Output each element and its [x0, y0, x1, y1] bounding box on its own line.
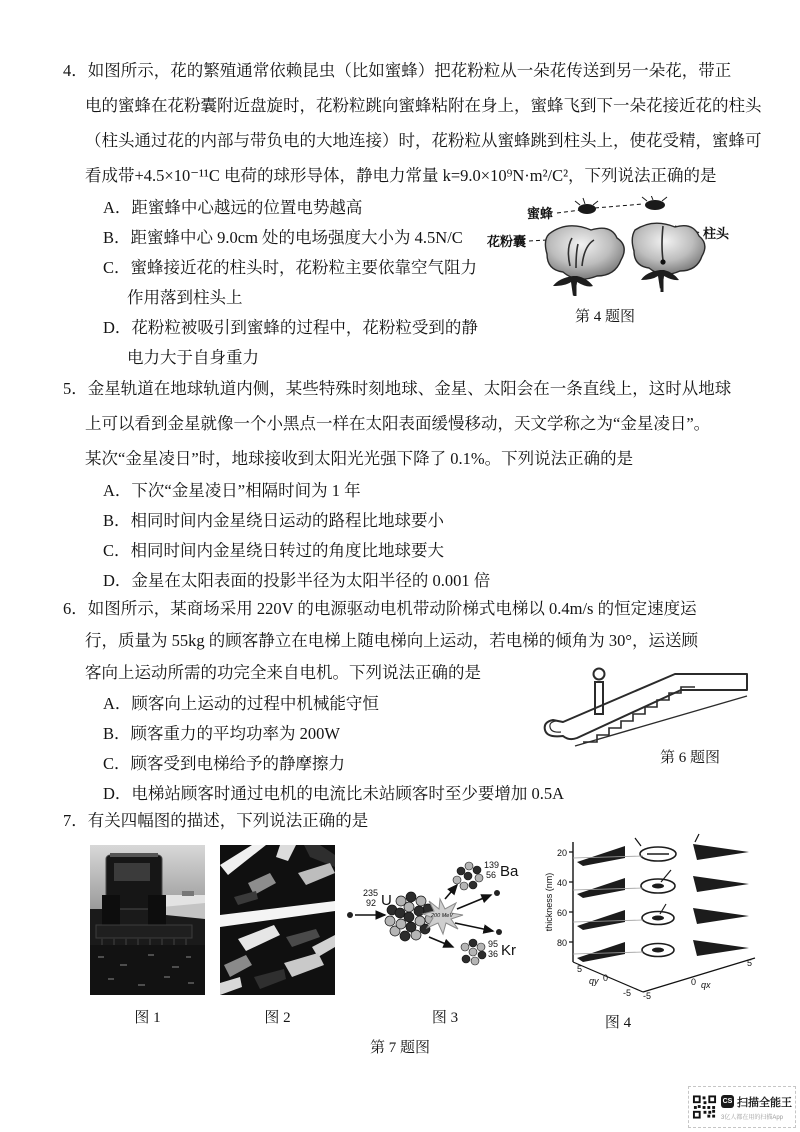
question-5-option-d: D．金星在太阳表面的投影半径为太阳半径的 0.001 倍 — [103, 571, 491, 590]
question-6-option-b: B．顾客重力的平均功率为 200W — [103, 724, 340, 743]
qy-tick: 5 — [577, 964, 583, 974]
question-4-line: 看成带+4.5×10⁻¹¹C 电荷的球形导体，静电力常量 k=9.0×10⁹N·m²/C²，下列说法正确的是 — [85, 166, 717, 185]
svg-text:56: 56 — [486, 870, 497, 880]
handrail-loop — [550, 721, 561, 732]
question-5-line: 某次“金星凌日”时，地球接收到太阳光光强下降了 0.1%。下列说法正确的是 — [85, 449, 634, 468]
qy-tick: 0 — [603, 973, 609, 983]
bee-label: 蜜蜂 — [527, 206, 554, 221]
neutron-icon — [494, 890, 500, 896]
plot-layer — [573, 870, 749, 898]
uranium-label — [363, 888, 392, 909]
svg-text:Kr: Kr — [501, 942, 516, 959]
question-6-line: 行，质量为 55kg 的顾客静立在电梯上随电梯向上运动，若电梯的倾角为 30°，运送顾 — [85, 631, 698, 650]
watermark-app-name: 扫描全能王 — [737, 1096, 792, 1109]
plot-layer — [573, 844, 749, 866]
question-4-option-a: A．距蜜蜂中心越远的位置电势越高 — [103, 198, 363, 217]
scanner-watermark — [688, 1086, 796, 1128]
bee-flower-illustration-icon — [485, 196, 740, 302]
figure-7-4-thickness-plot — [543, 832, 761, 1032]
question-5 — [63, 371, 763, 596]
annotation-line — [595, 204, 643, 208]
krypton-label — [488, 939, 516, 959]
svg-text:95: 95 — [488, 939, 499, 949]
krypton-nucleus-icon — [461, 939, 486, 965]
question-5-option-b: B．相同时间内金星绕日运动的路程比地球要小 — [103, 511, 445, 530]
question-7-line: 7．有关四幅图的描述，下列说法正确的是 — [63, 811, 369, 830]
neutron-icon — [347, 912, 353, 918]
qx-axis — [643, 958, 755, 992]
escalator-base-line — [575, 696, 747, 746]
qy-tick: -5 — [623, 988, 632, 998]
fission-diagram-icon — [345, 843, 545, 995]
thickness-plot-icon — [543, 832, 761, 1000]
plot-layer — [573, 904, 749, 930]
figure-q6-escalator — [535, 660, 765, 755]
figure-7-3-caption: 图 3 — [431, 1010, 459, 1026]
watermark-tagline: 3亿人都在用的扫描App — [721, 1114, 784, 1121]
figure-7-2-crystal-photo — [220, 845, 335, 1027]
question-6-option-d: D．电梯站顾客时通过电机的电流比未站顾客时至少要增加 0.5A — [103, 784, 565, 803]
question-5-line: 5．金星轨道在地球轨道内侧，某些特殊时刻地球、金星、太阳会在一条直线上，这时从地球 — [63, 379, 732, 398]
svg-text:Ba: Ba — [500, 863, 519, 880]
annotation-line — [557, 210, 581, 213]
bee-icon — [642, 196, 667, 210]
qx-tick: 5 — [747, 958, 753, 968]
question-6-line: 6．如图所示，某商场采用 220V 的电源驱动电机带动阶梯式电梯以 0.4m/s 的恒定速度运 — [63, 599, 697, 618]
figure-7-2-caption: 图 2 — [264, 1010, 291, 1026]
question-4-line: 电的蜜蜂在花粉囊附近盘旋时，花粉粒跳向蜜蜂粘附在身上，蜜蜂飞到下一朵花接近花的柱头 — [85, 96, 762, 115]
svg-text:92: 92 — [366, 898, 377, 908]
y-tick: 40 — [556, 878, 567, 888]
pollen-sac-label: 花粉囊 — [487, 234, 527, 249]
figure-7-3-fission-diagram — [345, 843, 545, 1027]
svg-text:U: U — [381, 892, 392, 909]
energy-label: 200 MeV — [430, 913, 454, 919]
uranium-nucleus-icon — [385, 892, 435, 941]
y-tick: 80 — [556, 938, 567, 948]
question-6-line: 客向上运动所需的功完全来自电机。下列说法正确的是 — [85, 663, 481, 682]
barium-label — [484, 860, 519, 880]
question-5-line: 上可以看到金星就像一个小黑点一样在太阳表面缓慢移动，天文学称之为“金星凌日”。 — [85, 414, 711, 433]
bee-icon — [575, 198, 598, 214]
question-4-option-d-cont: 电力大于自身重力 — [127, 348, 259, 367]
arrow-to-ba — [445, 885, 457, 899]
question-4-line: （柱头通过花的内部与带负电的大地连接）时，花粉粒从蜜蜂跳到柱头上，使花受精，蜜蜂可 — [85, 131, 762, 150]
neutron-icon — [496, 929, 502, 935]
y-axis-label: thickness (nm) — [544, 872, 554, 932]
qx-tick: 0 — [691, 977, 697, 987]
question-6-option-a: A．顾客向上运动的过程中机械能守恒 — [103, 694, 379, 713]
qr-code-icon — [692, 1094, 717, 1120]
question-5-option-c: C．相同时间内金星绕日转过的角度比地球要大 — [103, 541, 445, 560]
figure-q4-caption: 第 4 题图 — [574, 309, 635, 325]
flower-icon — [632, 223, 705, 292]
question-4-option-d: D．花粉粒被吸引到蜜蜂的过程中，花粉粒受到的静 — [103, 318, 478, 337]
stigma-label: 柱头 — [703, 226, 730, 241]
figure-7-1-caption: 图 1 — [134, 1010, 161, 1026]
tractor-photo-icon — [90, 845, 205, 995]
y-tick: 60 — [556, 908, 567, 918]
question-4-line: 4．如图所示，花的繁殖通常依赖昆虫（比如蜜蜂）把花粉粒从一朵花传送到另一朵花，带正 — [63, 61, 732, 80]
qx-axis-label: qx — [701, 980, 711, 990]
question-4-option-c: C．蜜蜂接近花的柱头时，花粉粒主要依靠空气阻力 — [103, 258, 478, 277]
barium-nucleus-icon — [453, 862, 483, 890]
figure-7-4-caption: 图 4 — [604, 1015, 632, 1031]
figure-q7-caption: 第 7 题图 — [369, 1040, 430, 1056]
question-4-option-b: B．距蜜蜂中心 9.0cm 处的电场强度大小为 4.5N/C — [103, 228, 463, 247]
cs-logo-icon: CS — [721, 1095, 734, 1108]
escalator-icon — [535, 660, 765, 750]
flower-icon — [545, 226, 624, 296]
qy-axis-label: qy — [589, 976, 599, 986]
arrow-neutron — [455, 923, 493, 931]
arrow-neutron — [457, 895, 491, 909]
plot-layer — [573, 940, 749, 962]
question-4-option-c-cont: 作用落到柱头上 — [127, 288, 243, 307]
figure-q4-bees-flowers — [485, 196, 740, 307]
question-6-option-c: C．顾客受到电梯给予的静摩擦力 — [103, 754, 346, 773]
qx-tick: -5 — [643, 991, 652, 1000]
crystal-photo-icon — [220, 845, 335, 995]
y-tick: 20 — [556, 848, 567, 858]
question-5-option-a: A．下次“金星凌日”相隔时间为 1 年 — [103, 481, 361, 500]
annotation-line — [529, 240, 547, 241]
figure-7-1-tractor-photo — [90, 845, 205, 1027]
svg-text:235: 235 — [363, 888, 379, 898]
annotation-ticks — [635, 834, 699, 846]
figure-q6-caption: 第 6 题图 — [659, 750, 720, 766]
svg-text:36: 36 — [488, 949, 499, 959]
arrow-to-kr — [429, 937, 453, 947]
svg-text:139: 139 — [484, 860, 500, 870]
